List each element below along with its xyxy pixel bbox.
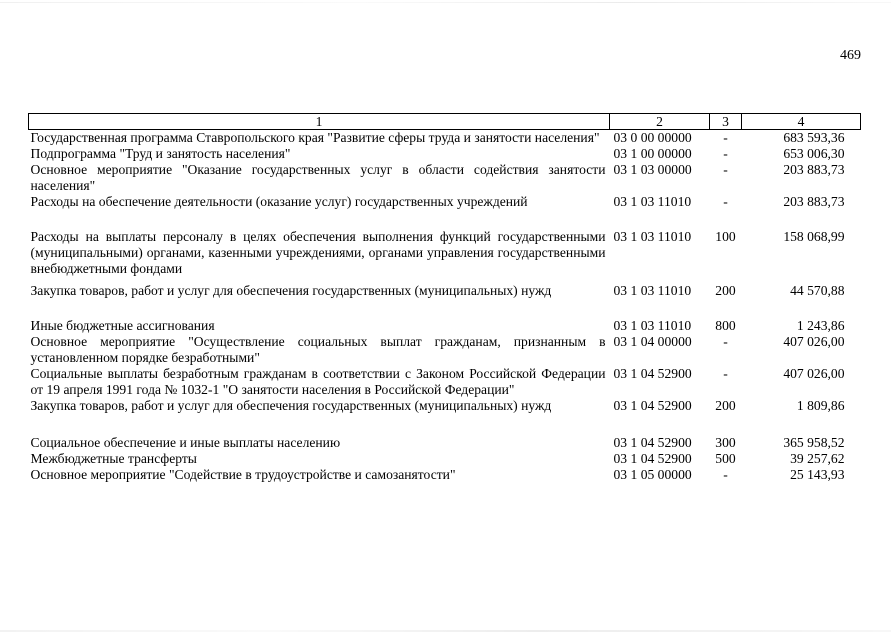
row-expense-type: - <box>723 467 728 482</box>
row-code: 03 1 03 11010 <box>613 283 692 298</box>
row-amount: 203 883,73 <box>783 162 845 177</box>
table-row <box>29 366 861 398</box>
row-code: 03 1 03 11010 <box>613 229 692 244</box>
row-amount: 1 243,86 <box>796 318 845 333</box>
row-code: 03 1 04 52900 <box>613 435 692 450</box>
row-name: Подпрограмма "Труд и занятость населения" <box>30 146 291 161</box>
table-row <box>29 162 861 194</box>
row-amount: 44 570,88 <box>790 283 845 298</box>
row-code: 03 1 03 11010 <box>613 318 692 333</box>
row-code: 03 1 04 52900 <box>613 451 692 466</box>
row-amount: 39 257,62 <box>790 451 845 466</box>
table-row <box>29 435 861 451</box>
column-header-4: 4 <box>742 114 861 130</box>
row-code: 03 1 03 00000 <box>613 162 692 177</box>
page-number: 469 <box>840 48 861 63</box>
row-amount: 683 593,36 <box>783 130 845 145</box>
row-name: Социальное обеспечение и иные выплаты населению <box>30 435 341 450</box>
row-name: Расходы на обеспечение деятельности (оказание услуг) государственных учреждений <box>30 194 528 209</box>
row-expense-type: - <box>723 366 728 381</box>
table-row <box>29 467 861 483</box>
row-expense-type: - <box>723 334 728 349</box>
table-row <box>29 229 861 283</box>
column-header-3: 3 <box>710 114 742 130</box>
table-row <box>29 398 861 435</box>
row-name: Государственная программа Ставропольского края "Развитие сферы труда и занятости населения" <box>30 130 600 145</box>
row-expense-type: - <box>723 130 728 145</box>
row-name: Расходы на выплаты персоналу в целях обеспечения выполнения функций государственными (муниципальными) органами, казенными учреждениями, органами управления государственными внебюджетными фондами <box>30 229 606 276</box>
row-expense-type: 200 <box>715 283 736 298</box>
column-header-2: 2 <box>610 114 710 130</box>
row-name: Закупка товаров, работ и услуг для обеспечения государственных (муниципальных) нужд <box>30 283 552 298</box>
row-expense-type: - <box>723 194 728 209</box>
row-amount: 407 026,00 <box>783 366 845 381</box>
row-amount: 365 958,52 <box>783 435 845 450</box>
row-amount: 653 006,30 <box>783 146 845 161</box>
table-header-row <box>29 114 861 130</box>
row-code: 03 1 04 00000 <box>613 334 692 349</box>
table-row <box>29 334 861 366</box>
row-amount: 25 143,93 <box>790 467 845 482</box>
row-name: Основное мероприятие "Осуществление социальных выплат гражданам, признанным в установленном порядке безработными" <box>30 334 606 365</box>
table-row <box>29 146 861 162</box>
row-code: 03 1 03 11010 <box>613 194 692 209</box>
row-code: 03 1 04 52900 <box>613 398 692 413</box>
column-header-1: 1 <box>29 114 610 130</box>
row-expense-type: - <box>723 146 728 161</box>
row-amount: 1 809,86 <box>796 398 845 413</box>
row-expense-type: 300 <box>715 435 736 450</box>
row-expense-type: 800 <box>715 318 736 333</box>
row-code: 03 1 05 00000 <box>613 467 692 482</box>
scan-edge-top <box>0 2 891 3</box>
row-amount: 158 068,99 <box>783 229 845 244</box>
row-amount: 407 026,00 <box>783 334 845 349</box>
row-name: Социальные выплаты безработным гражданам в соответствии с Законом Российской Федерации от 19 апреля 1991 года № 1032-1 "О занятости населения в Российской Федерации" <box>30 366 606 397</box>
row-code: 03 0 00 00000 <box>613 130 692 145</box>
scan-edge-bottom <box>0 630 891 632</box>
row-code: 03 1 00 00000 <box>613 146 692 161</box>
row-code: 03 1 04 52900 <box>613 366 692 381</box>
row-expense-type: 500 <box>715 451 736 466</box>
row-name: Основное мероприятие "Оказание государственных услуг в области содействия занятости населения" <box>30 162 606 193</box>
row-name: Иные бюджетные ассигнования <box>30 318 215 333</box>
row-expense-type: 200 <box>715 398 736 413</box>
table-row <box>29 130 861 147</box>
budget-table <box>28 113 861 483</box>
table-row <box>29 318 861 334</box>
table-row <box>29 283 861 318</box>
row-name: Закупка товаров, работ и услуг для обеспечения государственных (муниципальных) нужд <box>30 398 552 413</box>
row-expense-type: 100 <box>715 229 736 244</box>
table-row <box>29 194 861 229</box>
row-amount: 203 883,73 <box>783 194 845 209</box>
row-name: Межбюджетные трансферты <box>30 451 197 466</box>
table-row <box>29 451 861 467</box>
row-name: Основное мероприятие "Содействие в трудоустройстве и самозанятости" <box>30 467 456 482</box>
row-expense-type: - <box>723 162 728 177</box>
